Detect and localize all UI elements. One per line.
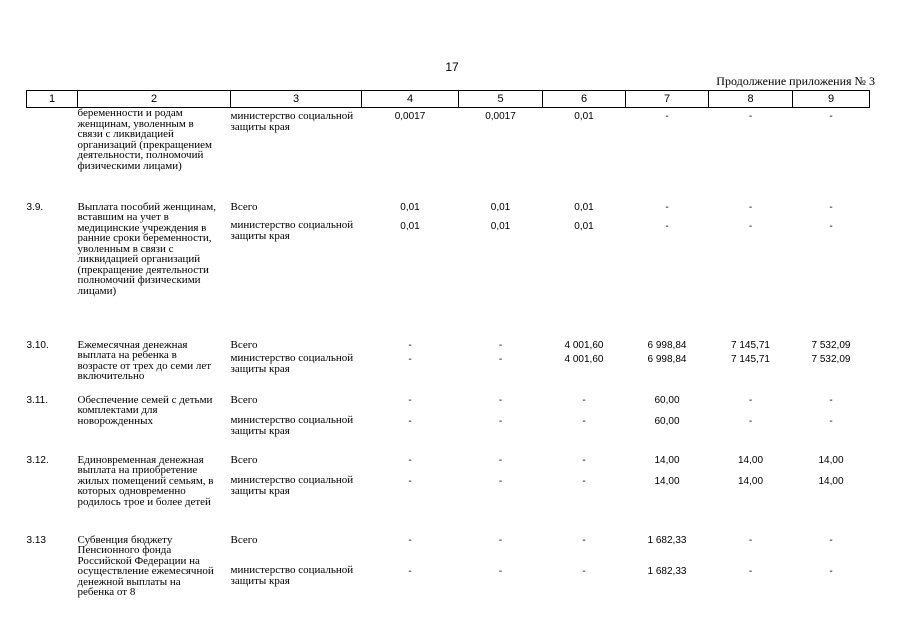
value-cell: - - xyxy=(498,394,503,427)
executor-cell xyxy=(231,449,362,529)
value-cell: - - xyxy=(408,534,412,577)
value-cell: - - xyxy=(498,339,503,365)
column-header: 8 xyxy=(709,91,793,108)
executor-cell xyxy=(231,389,362,449)
table-row xyxy=(27,108,870,196)
table-row xyxy=(27,529,870,599)
row-number: 3.11. xyxy=(26,394,48,406)
value-cell: - - xyxy=(408,454,412,487)
value-cell: 0,01 0,01 xyxy=(490,201,511,232)
value-cell: 14,00 14,00 xyxy=(654,454,680,487)
value-cell: 1 682,33 1 682,33 xyxy=(647,534,687,577)
item-name-cell xyxy=(78,196,231,334)
row-number: 3.9. xyxy=(26,201,44,213)
row-number xyxy=(27,108,78,196)
value-cell: - - xyxy=(498,454,503,487)
value-cell: - - xyxy=(498,534,503,577)
executor-cell xyxy=(231,108,362,196)
row-number: 3.13 xyxy=(26,534,46,546)
item-name-cell xyxy=(78,108,231,196)
item-name: Выплата пособий женщинам, вставшим на учет в медицинские учреждения в ранние сроки беременности, уволенным в связи с ликвидацией организаций (прекращение деятельности полномочий физическими лицами) xyxy=(77,200,216,297)
value-cell: 0,0017 xyxy=(485,111,516,122)
value-cell: - xyxy=(665,111,669,122)
row-number: 3.10. xyxy=(26,339,49,351)
executor-label: министерство социальной защиты края xyxy=(230,564,354,587)
value-cell: - xyxy=(748,111,753,122)
value-cell: - - xyxy=(582,394,586,427)
value-cell: 6 998,84 6 998,84 xyxy=(647,339,687,365)
column-header: 4 xyxy=(362,91,459,108)
column-header: 6 xyxy=(543,91,626,108)
executor-label: министерство социальной защиты края xyxy=(230,110,354,133)
executor-label: министерство социальной защиты края xyxy=(230,414,354,437)
value-cell: - - xyxy=(829,201,833,232)
table-body xyxy=(27,108,870,599)
table-row xyxy=(27,334,870,389)
appendix-note: Продолжение приложения № 3 xyxy=(716,74,875,88)
value-cell: - xyxy=(829,111,833,122)
executor-label: министерство социальной защиты края xyxy=(230,474,354,497)
column-header: 2 xyxy=(78,91,231,108)
value-cell: - - xyxy=(665,201,669,232)
value-cell: 0,01 0,01 xyxy=(400,201,420,232)
executor-label: Всего xyxy=(230,393,258,406)
column-header: 1 xyxy=(27,91,78,108)
value-cell: 0,01 xyxy=(574,111,594,122)
executor-label: Всего xyxy=(230,338,258,351)
item-name-cell xyxy=(78,334,231,389)
column-header: 5 xyxy=(459,91,543,108)
table-row xyxy=(27,389,870,449)
value-cell: - - xyxy=(829,394,833,427)
item-name-cell xyxy=(78,449,231,529)
executor-label: министерство социальной защиты края xyxy=(230,219,354,242)
table-row xyxy=(27,449,870,529)
column-header: 7 xyxy=(626,91,709,108)
executor-cell xyxy=(231,529,362,599)
item-name: Единовременная денежная выплата на приобретение жилых помещений семьям, в которых одновременно родилось трое и более детей xyxy=(77,453,214,508)
item-name: Ежемесячная денежная выплата на ребенка в возрасте от трех до семи лет включительно xyxy=(77,338,212,382)
item-name: беременности и родам женщинам, уволенным в связи с ликвидацией организаций (прекращением деятельности, полномочий физическими лицами) xyxy=(77,107,212,172)
page-number: 17 xyxy=(445,60,459,74)
value-cell: - - xyxy=(748,534,753,577)
value-cell: 0,0017 xyxy=(394,111,426,122)
item-name-cell xyxy=(78,389,231,449)
value-cell: - - xyxy=(748,394,753,427)
row-number: 3.12. xyxy=(26,454,49,466)
value-cell: 4 001,60 4 001,60 xyxy=(564,339,604,365)
executor-label: министерство социальной защиты края xyxy=(230,352,354,375)
item-name: Субвенция бюджету Пенсионного фонда Российской Федерации на осуществление ежемесячной денежной выплаты на ребенка от 8 xyxy=(77,533,214,598)
value-cell: 7 145,71 7 145,71 xyxy=(731,339,770,365)
value-cell: - - xyxy=(408,339,412,365)
value-cell: - - xyxy=(582,454,586,487)
column-header: 9 xyxy=(793,91,870,108)
header-row xyxy=(27,91,870,108)
executor-label: Всего xyxy=(230,200,258,213)
executor-label: Всего xyxy=(230,533,258,546)
value-cell: 7 532,09 7 532,09 xyxy=(811,339,851,365)
value-cell: 14,00 14,00 xyxy=(818,454,844,487)
column-header: 3 xyxy=(231,91,362,108)
executor-cell xyxy=(231,196,362,334)
value-cell: 0,01 0,01 xyxy=(574,201,594,232)
value-cell: - - xyxy=(408,394,412,427)
value-cell: 14,00 14,00 xyxy=(737,454,764,487)
value-cell: - - xyxy=(582,534,586,577)
value-cell: - - xyxy=(829,534,833,577)
item-name-cell xyxy=(78,529,231,599)
value-cell: 60,00 60,00 xyxy=(654,394,680,427)
budget-table xyxy=(26,90,870,599)
table-row xyxy=(27,196,870,334)
item-name: Обеспечение семей с детьми комплектами для новорожденных xyxy=(77,393,213,427)
executor-cell xyxy=(231,334,362,389)
executor-label: Всего xyxy=(230,453,258,466)
value-cell: - - xyxy=(748,201,753,232)
